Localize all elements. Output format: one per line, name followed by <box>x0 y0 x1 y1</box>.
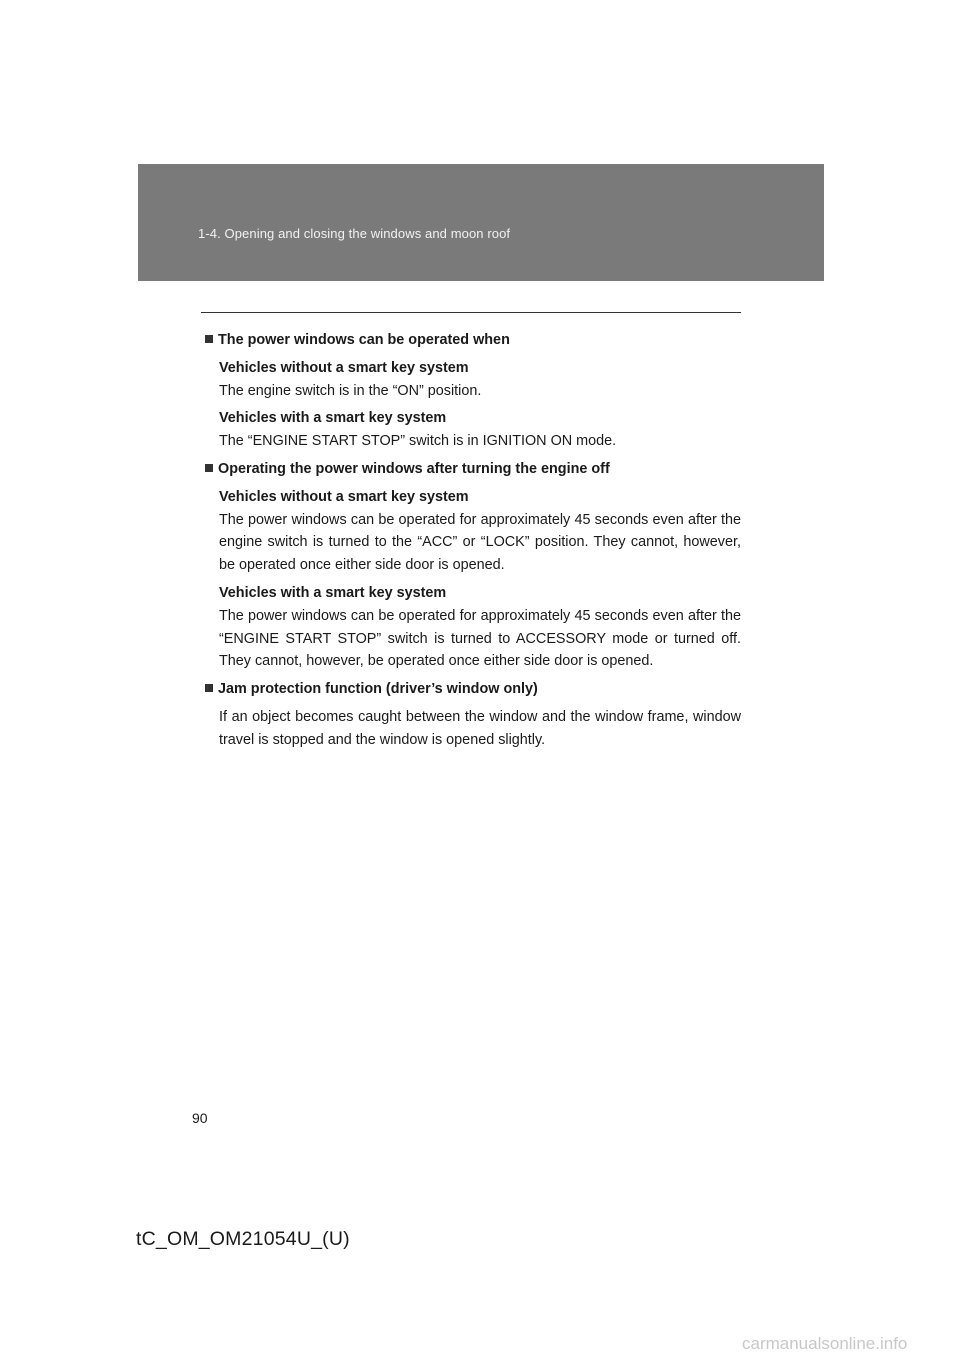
paragraph-jam-protection: If an object becomes caught between the window and the window frame, window travel is stopped and the window is opened slightly. <box>219 708 741 748</box>
page-content <box>205 329 741 752</box>
page-number: 90 <box>192 1110 208 1126</box>
paragraph-smart-key: The “ENGINE START STOP” switch is in IGNITION ON mode. <box>219 433 617 450</box>
paragraph-no-smart-key: The engine switch is in the “ON” position. <box>219 382 482 399</box>
document-code: tC_OM_OM21054U_(U) <box>136 1228 350 1250</box>
watermark: carmanualsonline.info <box>742 1334 908 1353</box>
paragraph-no-smart-key: The power windows can be operated for approximately 45 seconds even after the engine switch is turned to the “ACC” or “LOCK” position. They cannot, however, be operated once either side door is opened. <box>219 511 741 574</box>
sub-heading-smart-key: Vehicles with a smart key system <box>219 410 447 427</box>
bullet-square-icon <box>205 335 213 343</box>
section-body-after-engine-off <box>205 486 741 673</box>
section-heading-jam-protection: Jam protection function (driver’s window only) <box>191 678 741 701</box>
section-body-jam-protection <box>205 706 741 752</box>
header-band <box>138 164 824 281</box>
bullet-square-icon <box>205 684 213 692</box>
header-rule <box>201 312 741 313</box>
section-heading-operation-conditions: The power windows can be operated when <box>191 329 741 352</box>
section-heading-after-engine-off: Operating the power windows after turning the engine off <box>191 458 741 481</box>
section-body-operation-conditions <box>205 357 741 453</box>
section-title: 1-4. Opening and closing the windows and moon roof <box>198 226 511 241</box>
paragraph-smart-key: The power windows can be operated for approximately 45 seconds even after the “ENGINE START STOP” switch is turned to ACCESSORY mode or turned off. They cannot, however, be operated once either side door is opened. <box>219 607 741 670</box>
sub-heading-smart-key: Vehicles with a smart key system <box>219 584 447 601</box>
sub-heading-no-smart-key: Vehicles without a smart key system <box>219 488 469 505</box>
sub-heading-no-smart-key: Vehicles without a smart key system <box>219 359 469 376</box>
bullet-square-icon <box>205 464 213 472</box>
